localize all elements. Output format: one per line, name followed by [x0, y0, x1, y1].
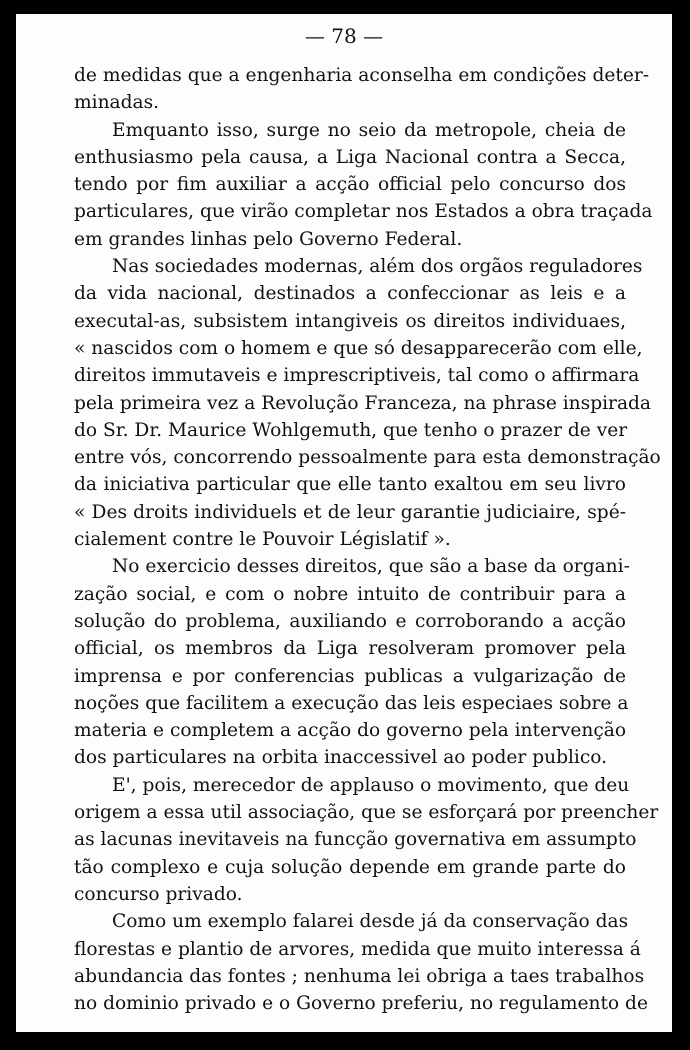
- text-line: Nas sociedades modernas, além dos orgãos reguladores: [112, 256, 643, 278]
- text-line: materia e completem a acção do governo pela intervenção: [74, 720, 627, 742]
- text-line: dos particulares na orbita inaccessivel ao poder publico.: [74, 747, 608, 769]
- text-line: « Des droits individuels et de leur garantie judiciaire, spé-: [74, 501, 626, 523]
- text-line: minadas.: [74, 92, 160, 114]
- text-line: official, os membros da Liga resolveram promover pela: [74, 638, 626, 660]
- text-line: origem a essa util associação, que se esforçará por preencher: [74, 802, 659, 824]
- text-line: de medidas que a engenharia aconselha em condições deter-: [74, 65, 650, 86]
- text-line: « nascidos com o homem e que só desapparecerão com elle,: [74, 337, 643, 359]
- text-line: solução do problema, auxiliando e corroborando a acção: [74, 610, 626, 632]
- text-line: as lacunas inevitaveis na funcção governativa em assumpto: [74, 829, 637, 851]
- text-line: tão complexo e cuja solução depende em grande parte do: [74, 856, 626, 878]
- book-page: [16, 14, 672, 1032]
- text-line: No exercicio desses direitos, que são a base da organi-: [112, 556, 630, 578]
- body-text: [74, 62, 661, 1017]
- text-line: florestas e plantio de arvores, medida que muito interessa á: [74, 938, 641, 960]
- text-line: do Sr. Dr. Maurice Wohlgemuth, que tenho o prazer de ver: [74, 419, 628, 441]
- text-line: imprensa e por conferencias publicas a vulgarização de: [74, 665, 626, 687]
- page-number: — 78 —: [304, 24, 384, 48]
- text-line: da vida nacional, destinados a confeccionar as leis e a: [74, 283, 626, 305]
- text-line: E', pois, merecedor de applauso o movimento, que deu: [112, 774, 630, 796]
- paragraph: [74, 117, 653, 253]
- text-line: pela primeira vez a Revolução Franceza, na phrase inspirada: [74, 392, 652, 414]
- text-line: cialement contre le Pouvoir Législatif ».: [74, 529, 451, 551]
- text-line: no dominio privado e o Governo preferiu, no regulamento de: [74, 993, 648, 1015]
- text-line: da iniciativa particular que elle tanto exaltou em seu livro: [74, 474, 626, 496]
- paragraph: [74, 553, 630, 771]
- paragraph: [74, 62, 650, 117]
- text-line: noções que facilitem a execução das leis especiaes sobre a: [74, 692, 629, 714]
- text-line: em grandes linhas pelo Governo Federal.: [74, 228, 463, 250]
- text-line: tendo por fim auxiliar a acção official pelo concurso dos: [74, 174, 626, 196]
- text-line: abundancia das fontes ; nenhuma lei obriga a taes trabalhos: [74, 965, 645, 987]
- paragraph: [74, 253, 661, 553]
- text-line: entre vós, concorrendo pessoalmente para esta demonstração: [74, 447, 661, 469]
- text-line: particulares, que virão completar nos Estados a obra traçada: [74, 201, 653, 223]
- paragraph: [74, 772, 659, 908]
- text-line: Como um exemplo falarei desde já da conservação das: [112, 911, 629, 933]
- text-line: Emquanto isso, surge no seio da metropole, cheia de: [112, 119, 626, 141]
- text-line: direitos immutaveis e imprescriptiveis, tal como o affirmara: [74, 365, 640, 387]
- paragraph: [74, 908, 648, 1017]
- text-line: zação social, e com o nobre intuito de contribuir para a: [74, 583, 626, 605]
- text-line: enthusiasmo pela causa, a Liga Nacional contra a Secca,: [74, 146, 626, 168]
- text-line: executal-as, subsistem intangiveis os direitos individuaes,: [74, 310, 626, 332]
- text-line: concurso privado.: [74, 883, 243, 905]
